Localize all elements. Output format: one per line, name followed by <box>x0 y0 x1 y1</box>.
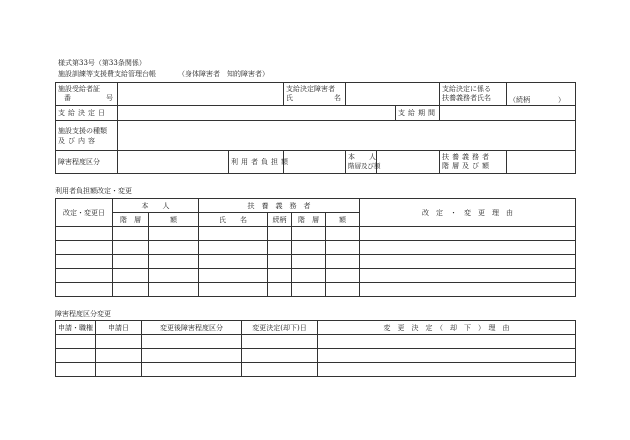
col-change-date: 改定・変更日 <box>56 199 113 227</box>
service-type-field[interactable] <box>118 121 576 151</box>
sub-obligor-name: 氏 名 <box>199 213 268 227</box>
self-tier-label: 本 人 階層及び額 <box>346 151 377 174</box>
obligor-tier-field[interactable] <box>507 151 576 174</box>
burden-section-title: 利用者負担額改定・変更 <box>55 187 132 195</box>
relation-label: （続柄 ） <box>509 96 566 104</box>
col-obligor: 扶 養 義 務 者 <box>199 199 360 213</box>
decision-date-label: 支給決定日 <box>56 106 118 121</box>
sub-obligor-amount: 額 <box>326 213 360 227</box>
sub-self-amount: 額 <box>149 213 199 227</box>
col-request-type: 申請・職権 <box>56 321 96 335</box>
user-burden-label: 利用者負担額 <box>229 151 284 174</box>
sub-obligor-relation: 続柄 <box>268 213 292 227</box>
col-change-reason: 改 定 ・ 変 更 理 由 <box>360 199 576 227</box>
user-burden-field[interactable] <box>284 151 346 174</box>
service-type-label: 施設支援の種類 及び内容 <box>56 121 118 151</box>
support-obligor-label: 支給決定に係る 扶養義務者氏名 <box>440 83 507 106</box>
col-new-class: 変更後障害程度区分 <box>142 321 242 335</box>
table-row[interactable] <box>56 255 576 269</box>
certificate-number-field[interactable] <box>118 83 284 106</box>
form-number: 様式第33号（第33条関係） <box>58 59 146 67</box>
disability-class-label: 障害程度区分 <box>56 151 118 174</box>
payment-period-field[interactable] <box>440 106 576 121</box>
col-decision-date: 変更決定(却下)日 <box>242 321 318 335</box>
col-request-date: 申請日 <box>96 321 142 335</box>
table-row[interactable] <box>56 335 576 349</box>
certificate-number-label: 施設受給者証 番 号 <box>56 83 118 106</box>
class-change-table <box>55 320 576 377</box>
decided-person-label: 支給決定障害者 氏 名 <box>284 83 346 106</box>
main-register-table <box>55 82 576 174</box>
decision-date-field[interactable] <box>118 106 396 121</box>
decided-person-name-field[interactable] <box>346 83 440 106</box>
sub-obligor-tier: 階 層 <box>292 213 326 227</box>
sub-self-tier: 階 層 <box>113 213 149 227</box>
table-row[interactable] <box>56 227 576 241</box>
disability-category: （身体障害者 知的障害者） <box>178 70 269 78</box>
table-row[interactable] <box>56 349 576 363</box>
col-self: 本 人 <box>113 199 199 213</box>
table-row[interactable] <box>56 241 576 255</box>
obligor-tier-label: 扶養義務者 階層及び額 <box>440 151 507 174</box>
payment-period-label: 支給期間 <box>396 106 440 121</box>
support-obligor-name-field[interactable] <box>507 83 576 106</box>
table-row[interactable] <box>56 363 576 377</box>
form-title: 施設訓練等支援費支給管理台帳 <box>58 70 156 78</box>
col-decision-reason: 変 更 決 定 （ 却 下 ） 理 由 <box>318 321 576 335</box>
table-row[interactable] <box>56 283 576 297</box>
self-tier-field[interactable] <box>377 151 440 174</box>
table-row[interactable] <box>56 269 576 283</box>
class-section-title: 障害程度区分変更 <box>55 310 111 318</box>
burden-change-table <box>55 198 576 297</box>
disability-class-field[interactable] <box>118 151 229 174</box>
